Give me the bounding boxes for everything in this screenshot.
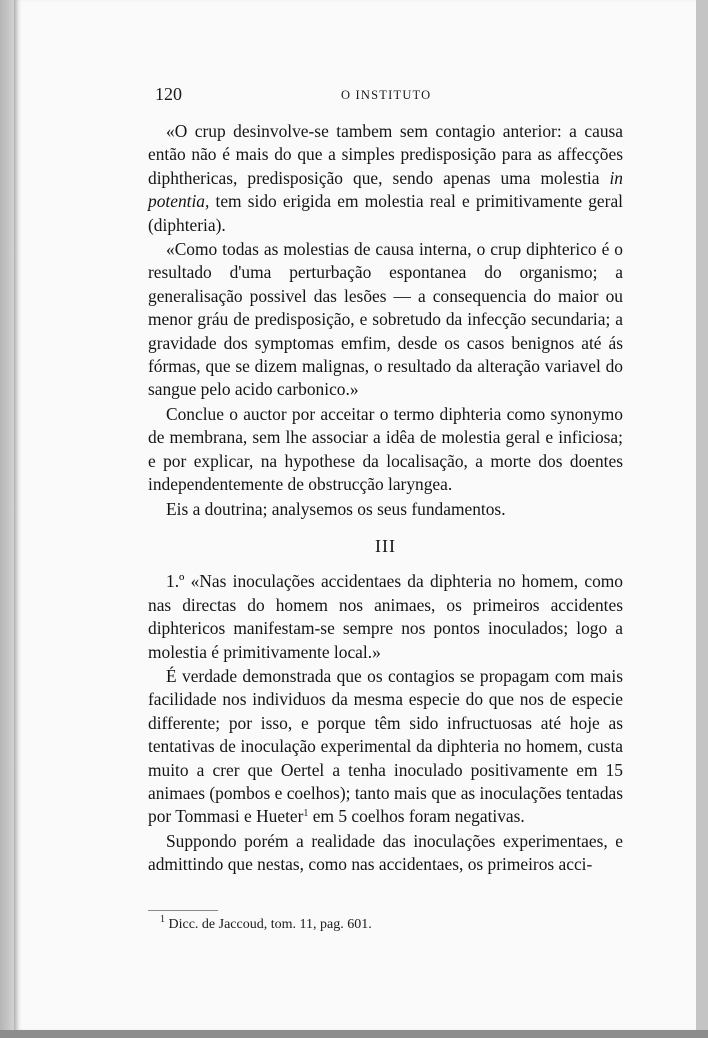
paragraph: Suppondo porém a realidade das inoculações experimentaes, e admittindo que nestas, como nas accidentaes, os primeiros acci-	[148, 830, 623, 875]
italic-phrase: in potentia,	[148, 167, 623, 212]
section-heading: III	[375, 535, 396, 556]
running-title: O INSTITUTO	[341, 88, 432, 102]
scan-margin-bottom	[0, 1030, 708, 1038]
paragraph-text: «O crup desinvolve-se tambem sem contagio anterior: a causa então não é mais do que a simples predisposição para as affecções diphthericas, predisposição que, sendo apenas uma molestia	[148, 121, 623, 188]
paragraph-text: tem sido erigida em molestia real e primitivamente geral (diphteria).	[148, 191, 623, 235]
paragraph-text: É verdade demonstrada que os contagios se propagam com mais facilidade nos individuos da mesma especie do que nos de especie differente; por isso, e porque têm sido infructuosas até hoje as tentativas de inoculação experimental da diphteria no homem, custa muito a crer que Oertel a tenha inoculado positivamente em 15 animaes (pombos e coelhos); tanto mais que as inoculações tentadas por Tommasi e Hueter	[148, 665, 623, 827]
paragraph: Eis a doutrina; analysemos os seus fundamentos.	[166, 498, 506, 519]
paragraph	[148, 120, 623, 237]
paragraph: «Como todas as molestias de causa interna, o crup diphterico é o resultado d'uma perturbação espontanea do organismo; a generalisação possivel das lesões — a consequencia do maior ou menor gráu de predisposição, e sobretudo da infecção secundaria; a gravidade dos symptomas emfim, desde os casos benignos até ás fórmas, que se dizem malignas, o resultado da alteração variavel do sangue pelo acido carbonico.»	[148, 239, 623, 400]
page-header	[155, 84, 625, 108]
paragraph: 1.º «Nas inoculações accidentaes da diphteria no homem, como nas directas do homem nos animaes, os primeiros accidentes diphtericos manifestam-se sempre nos pontos inoculados; logo a molestia é primitivamente local.»	[148, 571, 623, 662]
footnote-marker: 1	[160, 914, 165, 925]
footnote	[160, 914, 372, 933]
paragraph	[148, 665, 623, 829]
scan-margin-right	[696, 0, 708, 1038]
footnote-rule	[148, 910, 218, 911]
paragraph: Conclue o auctor por acceitar o termo diphteria como synonymo de membrana, sem lhe associar a idêa de molestia geral e inficiosa; e por explicar, na hypothese da localisação, a morte dos doentes independentemente de obstrucção laryngea.	[148, 403, 623, 495]
paragraph-text: em 5 coelhos foram negativas.	[308, 806, 525, 827]
footnote-text: Dicc. de Jaccoud, tom. 11, pag. 601.	[168, 917, 372, 932]
body-text	[148, 120, 623, 877]
page-number: 120	[155, 84, 182, 104]
footnote-reference: 1	[303, 808, 309, 820]
page-binding-edge	[0, 0, 14, 1038]
